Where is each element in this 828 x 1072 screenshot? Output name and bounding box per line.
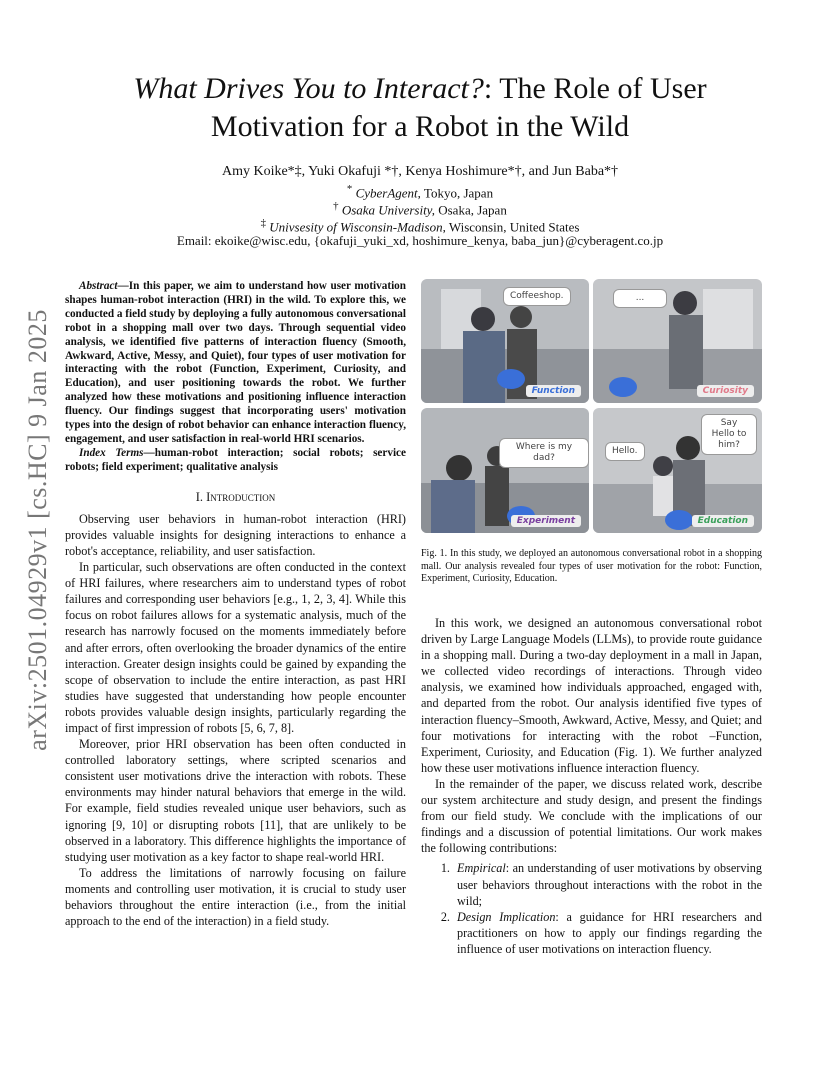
figure-panel-experiment <box>421 408 589 533</box>
speech-bubble: ... <box>613 289 667 308</box>
speech-bubble: Say Hello to him? <box>701 414 757 455</box>
speech-bubble: Where is my dad? <box>499 438 589 468</box>
figure-panel-curiosity <box>593 279 762 403</box>
paragraph: In this work, we designed an autonomous conversational robot driven by Large Language Models (LLMs), to provide route guidance in a shopping mall. During a two-day deployment in a mall in Japan, we collected video recordings of interactions. Through video analysis, we examined how individuals approached, engaged with, and departed from the robot. Our analysis identified five types of interaction fluency–Smooth, Awkward, Active, Messy, and Quiet; and four motivations for interacting with the robot –Function, Experiment, Curiosity, and Education (Fig. 1). We further analyzed how these user motivations influence interaction fluency. <box>421 616 762 775</box>
list-item: 2. Design Implication: a guidance for HRI researchers and practitioners on how to apply our findings regarding the influence of user motivations on interaction fluency. <box>453 909 762 957</box>
affiliation-3: ‡ Univsesity of Wisconsin-Madison, Wisconsin, United States <box>260 217 580 235</box>
paragraph: Observing user behaviors in human-robot interaction (HRI) provides valuable insights for designing interactions to enhance a robot's acceptance, reliability, and user satisfaction. <box>65 511 406 558</box>
abstract-text: —In this paper, we aim to understand how user motivation shapes human-robot interaction (HRI) in the wild. To explore this, we conducted a field study by deploying a fully autonomous conversational robot in a shopping mall over two days. Through sequential video analysis, we identified five patterns of interaction fluency (Smooth, Awkward, Active, Messy, and Quiet), four types of user motivation for interacting with the robot (Function, Experiment, Curiosity, and Education), and user positioning towards the robot. We further analyzed how these motivations and positioning influence interaction fluency. Our findings suggest that incorporating users' motivation types into the design of robot behavior can enhance interaction fluency, engagement, and user satisfaction in real-world HRI scenarios. <box>65 280 406 445</box>
index-terms-label: Index Terms <box>79 446 144 459</box>
left-column <box>65 280 406 929</box>
paragraph: In the remainder of the paper, we discuss related work, describe our system architecture and study design, and present the findings from our field study. We conclude with the implications of our findings and a discussion of potential limitations. Our work makes the following contributions: <box>421 776 762 856</box>
email-line: Email: ekoike@wisc.edu, {okafuji_yuki_xd, hoshimure_kenya, baba_jun}@cyberagent.co.jp <box>176 233 664 248</box>
affiliation-1: * CyberAgent, Tokyo, Japan <box>346 183 494 201</box>
right-column <box>421 615 762 957</box>
paragraph: In particular, such observations are often conducted in the context of HRI failures, where researchers aim to understand types of robot failures and corresponding user behaviors [e.g., 1, 2, 3, 4]. While this focus on robot failures allows for a systematic analysis, much of the research has narrowly focused on the moments immediately before and after errors, often overlooking the broader dynamics of the entire interaction. Greater design insights could be gained by expanding the scope of observation to include the entire interaction, as past HRI studies have suggested that understanding how people encounter robots provides valuable design insights, particularly regarding the impact of first impression of robots [5, 6, 7, 8]. <box>65 560 406 735</box>
section-heading: I. Introduction <box>195 489 276 504</box>
title-rest: : The Role of User <box>483 72 707 105</box>
abstract <box>65 280 406 447</box>
paragraph: To address the limitations of narrowly focusing on failure moments and controlling user motivation, it is crucial to study user behaviors throughout the entire interaction (i.e., from the initial approach to the end of the interaction) in a field study. <box>65 865 406 929</box>
arxiv-identifier: arXiv:2501.04929v1 [cs.HC] 9 Jan 2025 <box>23 309 52 751</box>
title-italic: What Drives You to Interact? <box>133 72 484 105</box>
motivation-label: Education <box>692 515 754 527</box>
paragraph: Moreover, prior HRI observation has been often conducted in controlled laboratory settings, where scripted scenarios and consistent user motivations drive the interaction with robots. These environments may hinder natural behaviors that emerge in the wild. For example, field studies revealed unique user behaviors, such as ignoring [9, 10] or disrupting robots [11], that are unlikely to be observed in a laboratory. This difference highlights the importance of studying user motivation as a key factor to shape real-world HRI. <box>65 737 406 864</box>
motivation-label: Function <box>526 385 581 397</box>
motivation-label: Curiosity <box>697 385 754 397</box>
affiliation-2: † Osaka University, Osaka, Japan <box>333 200 507 218</box>
paper-title <box>70 70 770 146</box>
index-terms <box>65 447 406 475</box>
contribution-list <box>421 860 762 957</box>
figure-caption: Fig. 1. In this study, we deployed an autonomous conversational robot in a shopping mall. Our analysis revealed four types of user motivation for the robot: Function, Experiment, Curiosity, Education. <box>421 548 762 584</box>
authors: Amy Koike*‡, Yuki Okafuji *†, Kenya Hoshimure*†, and Jun Baba*† <box>221 164 619 179</box>
abstract-label: Abstract <box>79 280 118 292</box>
speech-bubble: Coffeeshop. <box>503 287 571 306</box>
index-terms-text: —human-robot interaction; social robots; service robots; field experiment; qualitative analysis <box>65 446 406 473</box>
motivation-label: Experiment <box>511 515 581 527</box>
title-line2: Motivation for a Robot in the Wild <box>210 110 630 143</box>
list-item: 1. Empirical: an understanding of user motivations by observing user behaviors throughout interactions with the robot in the wild; <box>453 860 762 908</box>
speech-bubble: Hello. <box>605 442 645 461</box>
figure-panel-function <box>421 279 589 403</box>
figure-panel-education <box>593 408 762 533</box>
